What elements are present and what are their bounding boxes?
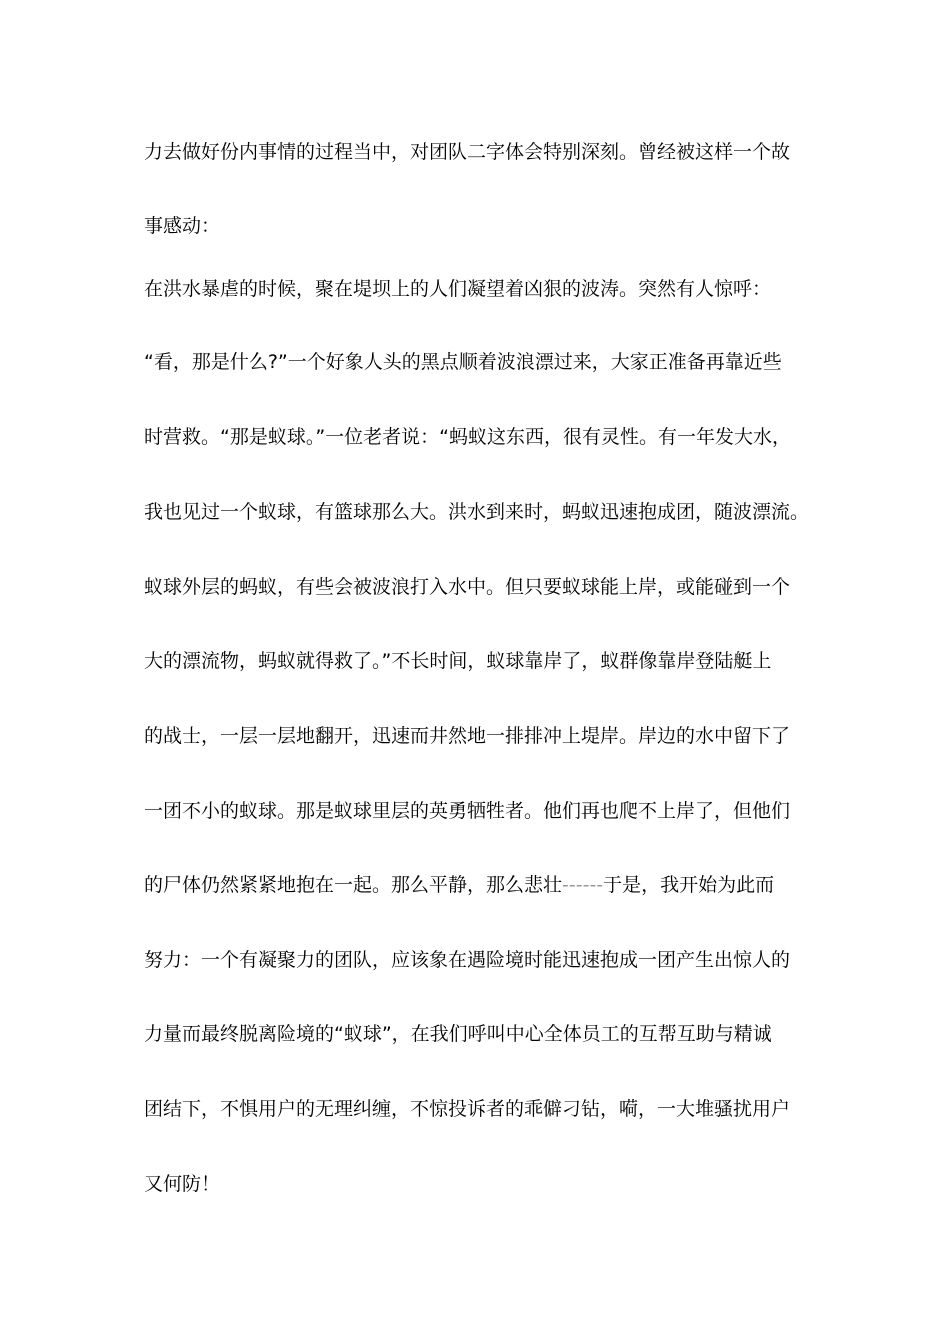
text-line-3: 在洪水暴虐的时候，聚在堤坝上的人们凝望着凶狠的波涛。突然有人惊呼：: [144, 278, 772, 300]
text-line-9: 的战士，一层一层地翻开，迅速而井然地一排排冲上堤岸。岸边的水中留下了: [144, 725, 791, 747]
text-line-1: 力去做好份内事情的过程当中，对团队二字体会特别深刻。曾经被这样一个故: [144, 141, 791, 163]
text-line-12: 努力：一个有凝聚力的团队，应该象在遇险境时能迅速抱成一团产生出惊人的: [144, 949, 791, 971]
text-line-13: 力量而最终脱离险境的“蚁球”，在我们呼叫中心全体员工的互帮互助与精诚: [144, 1023, 772, 1045]
text-line-8: 大的漂流物，蚂蚁就得救了。”不长时间，蚁球靠岸了，蚁群像靠岸登陆艇上: [144, 650, 772, 672]
text-line-11: [144, 870, 824, 900]
text-line-11-part-2: 于是，我开始为此而: [603, 874, 775, 896]
text-line-7: 蚁球外层的蚂蚁，有些会被波浪打入水中。但只要蚁球能上岸，或能碰到一个: [144, 576, 791, 598]
text-line-5: 时营救。“那是蚁球。”一位老者说：“蚂蚁这东西，很有灵性。有一年发大水，: [144, 426, 792, 448]
text-line-2: 事感动：: [144, 215, 221, 237]
text-line-4: “看，那是什么?”一个好象人头的黑点顺着波浪漂过来，大家正准备再靠近些: [144, 351, 782, 373]
text-line-11-part-1: 的尸体仍然紧紧地抱在一起。那么平静，那么悲壮: [144, 874, 563, 896]
text-line-15: 又何防！: [144, 1173, 221, 1195]
text-line-10: 一团不小的蚁球。那是蚁球里层的英勇牺牲者。他们再也爬不上岸了，但他们: [144, 800, 791, 822]
em-dash-separator: ------: [562, 874, 604, 896]
text-line-14: 团结下，不惧用户的无理纠缠，不惊投诉者的乖僻刁钻，嗬，一大堆骚扰用户: [144, 1098, 791, 1120]
text-line-6: 我也见过一个蚁球，有篮球那么大。洪水到来时，蚂蚁迅速抱成团，随波漂流。: [144, 501, 810, 523]
